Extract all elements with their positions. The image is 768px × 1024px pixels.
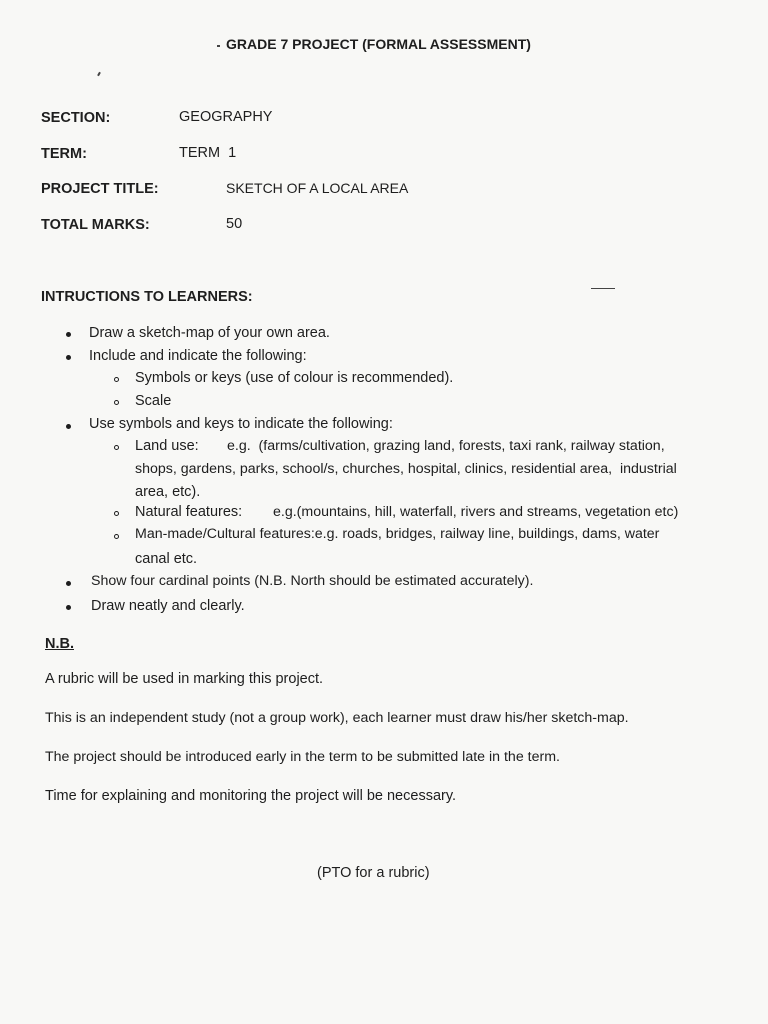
bullet-icon [66, 332, 71, 337]
total-marks-value: 50 [226, 216, 243, 232]
scan-speck [97, 72, 101, 76]
term-value: TERM 1 [179, 145, 237, 161]
natural-features-label: Natural features: [135, 504, 243, 520]
sub-bullet-icon [114, 377, 119, 382]
total-marks-label: TOTAL MARKS: [41, 217, 150, 233]
sub-bullet-icon [114, 400, 119, 405]
manmade-features-text: Man-made/Cultural features:e.g. roads, bridges, railway line, buildings, dams, water [135, 526, 660, 542]
project-title-label: PROJECT TITLE: [41, 181, 159, 197]
section-value: GEOGRAPHY [179, 109, 273, 125]
term-label: TERM: [41, 146, 87, 162]
section-label: SECTION: [41, 110, 111, 126]
land-use-label: Land use: [135, 438, 199, 454]
sub-bullet-icon [114, 511, 119, 516]
sub-bullet-icon [114, 534, 119, 539]
sub-bullet-icon [114, 445, 119, 450]
document-title: GRADE 7 PROJECT (FORMAL ASSESSMENT) [226, 36, 531, 52]
note-line: This is an independent study (not a group work), each learner must draw his/her sketch-map. [45, 710, 629, 726]
note-line: Time for explaining and monitoring the project will be necessary. [45, 788, 457, 804]
pto-note: (PTO for a rubric) [317, 865, 430, 881]
note-line: The project should be introduced early in the term to be submitted late in the term. [45, 749, 560, 765]
bullet-icon [66, 355, 71, 360]
bullet-icon [66, 605, 71, 610]
note-line: A rubric will be used in marking this project. [45, 671, 324, 687]
land-use-text: shops, gardens, parks, school/s, churches, hospital, clinics, residential area, industrial [135, 461, 677, 477]
instruction-item: Use symbols and keys to indicate the following: [89, 416, 393, 432]
instruction-subitem: Symbols or keys (use of colour is recommended). [135, 370, 454, 386]
bullet-icon [66, 581, 71, 586]
land-use-text: area, etc). [135, 484, 201, 500]
scan-speck [591, 288, 615, 289]
instruction-item: Include and indicate the following: [89, 348, 307, 364]
natural-features-text: e.g.(mountains, hill, waterfall, rivers and streams, vegetation etc) [273, 504, 679, 520]
instruction-subitem: Scale [135, 393, 172, 409]
instructions-heading: INTRUCTIONS TO LEARNERS: [41, 289, 253, 305]
manmade-features-text: canal etc. [135, 551, 198, 567]
land-use-text: e.g. (farms/cultivation, grazing land, forests, taxi rank, railway station, [227, 438, 665, 454]
instruction-item: Show four cardinal points (N.B. North should be estimated accurately). [91, 573, 534, 589]
instruction-item: Draw neatly and clearly. [91, 598, 245, 614]
nb-heading: N.B. [45, 636, 74, 652]
scan-speck [217, 45, 220, 47]
instruction-item: Draw a sketch-map of your own area. [89, 325, 330, 341]
bullet-icon [66, 424, 71, 429]
project-title-value: SKETCH OF A LOCAL AREA [226, 180, 409, 196]
